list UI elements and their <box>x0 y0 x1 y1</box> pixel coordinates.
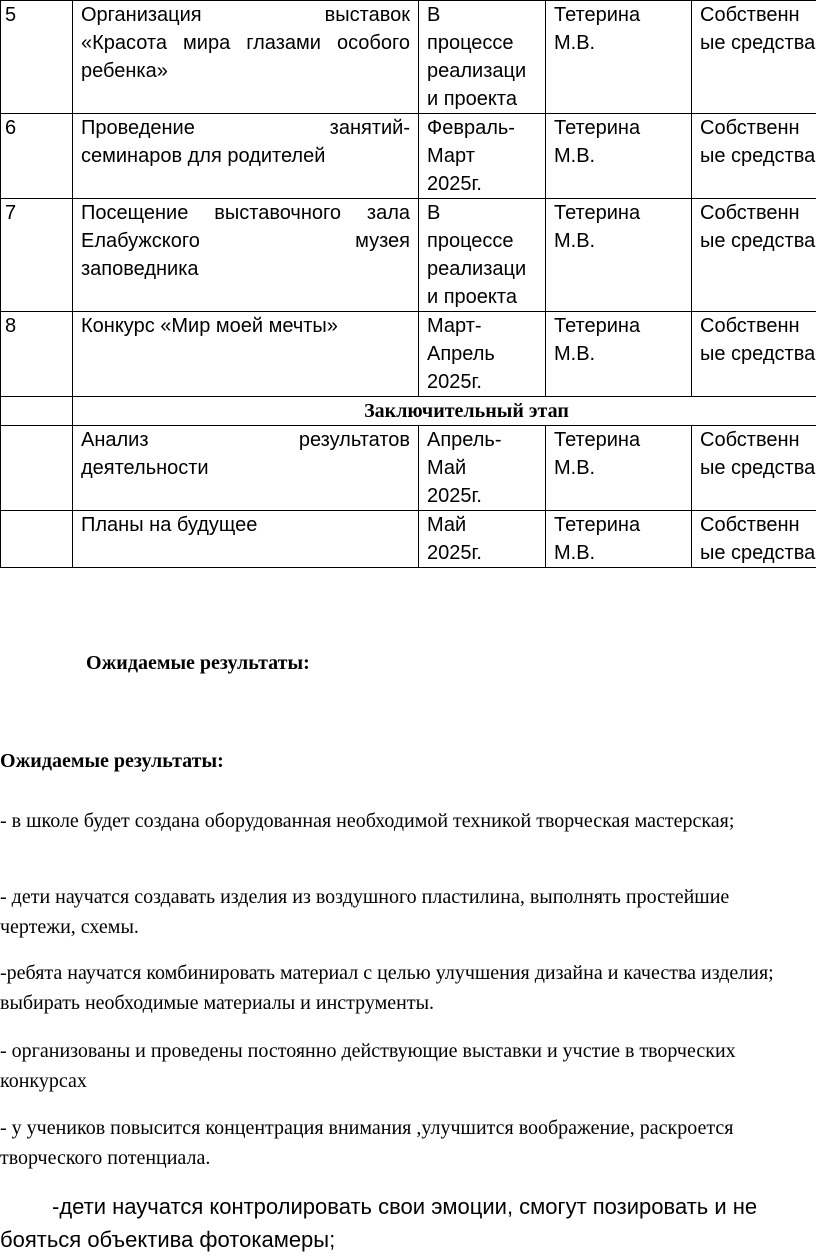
cell-line: Собственн <box>700 199 816 227</box>
cell-line: М.В. <box>554 227 683 255</box>
cell-line: Собственн <box>700 1 816 29</box>
cell-line: деятельности <box>81 454 410 482</box>
cell-line: 2025г. <box>427 482 537 510</box>
cell-line: Тетерина <box>554 312 683 340</box>
cell-line: Конкурс «Мир моей мечты» <box>81 312 410 340</box>
cell-line: заповедника <box>81 255 410 283</box>
cell-line: М.В. <box>554 29 683 57</box>
cell-line: Собственн <box>700 312 816 340</box>
cell-line: реализаци <box>427 57 537 85</box>
row-number: 6 <box>1 114 73 199</box>
stage-empty-cell <box>1 397 73 426</box>
task-cell <box>73 426 419 511</box>
cell-line: ые средства <box>700 29 816 57</box>
row-number <box>1 426 73 511</box>
cell-line: Елабужского музея <box>81 227 410 255</box>
cell-line: 2025г. <box>427 539 537 567</box>
cell-line: Март <box>427 142 537 170</box>
row-number: 8 <box>1 312 73 397</box>
cell-line: Собственн <box>700 114 816 142</box>
cell-line: Собственн <box>700 426 816 454</box>
cell-line: В <box>427 199 537 227</box>
owner-cell <box>546 199 692 312</box>
result-item-2: - дети научатся создавать изделия из воздушного пластилина, выполнять простейшие чертежи, схемы. <box>0 882 800 942</box>
owner-cell <box>546 426 692 511</box>
period-cell <box>419 426 546 511</box>
table-row <box>1 426 816 511</box>
cell-line: Тетерина <box>554 1 683 29</box>
result-item-1: - в школе будет создана оборудованная необходимой техникой творческая мастерская; <box>0 806 800 836</box>
stage-title: Заключительный этап <box>73 397 816 426</box>
funding-cell <box>692 1 816 114</box>
cell-line: ые средства <box>700 539 816 567</box>
owner-cell <box>546 312 692 397</box>
result-item-5: - у учеников повысится концентрация внимания ,улучшится воображение, раскроется творческого потенциала. <box>0 1113 800 1173</box>
period-cell <box>419 199 546 312</box>
result-item-4: - организованы и проведены постоянно действующие выставки и учстие в творческих конкурсах <box>0 1036 800 1096</box>
row-number: 7 <box>1 199 73 312</box>
cell-line: Тетерина <box>554 511 683 539</box>
cell-line: 2025г. <box>427 170 537 198</box>
cell-line: процессе <box>427 227 537 255</box>
cell-line: ребенка» <box>81 57 410 85</box>
plan-table <box>0 0 816 568</box>
cell-line: Февраль- <box>427 114 537 142</box>
task-cell <box>73 114 419 199</box>
task-cell <box>73 1 419 114</box>
result-item-6: -дети научатся контролировать свои эмоции, смогут позировать и не бояться объектива фотокамеры; <box>0 1190 816 1256</box>
period-cell <box>419 312 546 397</box>
task-cell <box>73 312 419 397</box>
stage-row <box>1 397 816 426</box>
cell-line: Организация выставок <box>81 1 410 29</box>
table-row <box>1 114 816 199</box>
table-row <box>1 199 816 312</box>
funding-cell <box>692 312 816 397</box>
period-cell <box>419 1 546 114</box>
cell-line: и проекта <box>427 85 537 113</box>
period-cell <box>419 511 546 568</box>
owner-cell <box>546 114 692 199</box>
cell-line: Собственн <box>700 511 816 539</box>
cell-line: и проекта <box>427 283 537 311</box>
table-row <box>1 1 816 114</box>
owner-cell <box>546 1 692 114</box>
cell-line: Тетерина <box>554 199 683 227</box>
cell-line: Май <box>427 511 537 539</box>
cell-line: процессе <box>427 29 537 57</box>
cell-line: Апрель- <box>427 426 537 454</box>
cell-line: Март- <box>427 312 537 340</box>
funding-cell <box>692 511 816 568</box>
cell-line: Планы на будущее <box>81 511 410 539</box>
owner-cell <box>546 511 692 568</box>
cell-line: Тетерина <box>554 426 683 454</box>
row-number: 5 <box>1 1 73 114</box>
funding-cell <box>692 426 816 511</box>
table-row <box>1 312 816 397</box>
cell-line: М.В. <box>554 142 683 170</box>
cell-line: ые средства <box>700 340 816 368</box>
cell-line: ые средства <box>700 227 816 255</box>
results-heading-centered: Ожидаемые результаты: <box>86 652 310 675</box>
period-cell <box>419 114 546 199</box>
results-heading: Ожидаемые результаты: <box>0 750 224 773</box>
cell-line: Май <box>427 454 537 482</box>
cell-line: М.В. <box>554 539 683 567</box>
cell-line: ые средства <box>700 142 816 170</box>
cell-line: семинаров для родителей <box>81 142 410 170</box>
cell-line: 2025г. <box>427 368 537 396</box>
cell-line: Посещение выставочного зала <box>81 199 410 227</box>
funding-cell <box>692 114 816 199</box>
task-cell <box>73 199 419 312</box>
cell-line: М.В. <box>554 454 683 482</box>
cell-line: реализаци <box>427 255 537 283</box>
cell-line: «Красота мира глазами особого <box>81 29 410 57</box>
table-row <box>1 511 816 568</box>
cell-line: В <box>427 1 537 29</box>
funding-cell <box>692 199 816 312</box>
task-cell <box>73 511 419 568</box>
row-number <box>1 511 73 568</box>
cell-line: Проведение занятий- <box>81 114 410 142</box>
cell-line: Анализ результатов <box>81 426 410 454</box>
cell-line: Тетерина <box>554 114 683 142</box>
cell-line: ые средства <box>700 454 816 482</box>
cell-line: М.В. <box>554 340 683 368</box>
cell-line: Апрель <box>427 340 537 368</box>
result-item-3: -ребята научатся комбинировать материал с целью улучшения дизайна и качества изделия; выбирать необходимые материалы и инструменты. <box>0 958 800 1018</box>
